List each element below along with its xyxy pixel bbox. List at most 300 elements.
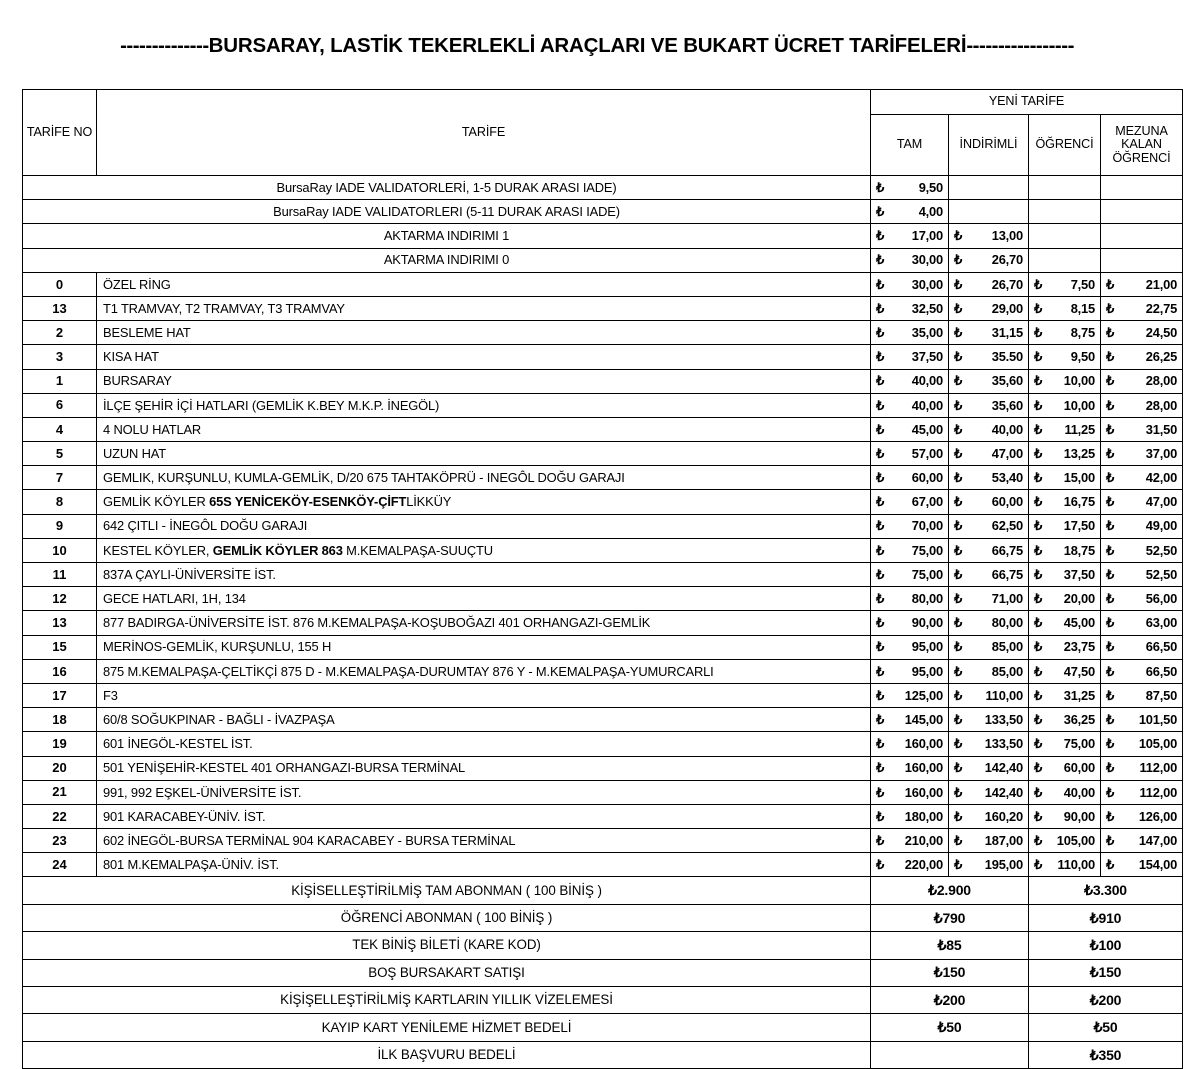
price-amount: 154,00 (1138, 857, 1178, 873)
currency-symbol: ₺ (876, 808, 885, 824)
currency-symbol: ₺ (876, 687, 885, 703)
header-mezuna-line3: ÖĞRENCİ (1112, 150, 1171, 165)
currency-symbol: ₺ (876, 373, 885, 389)
table-row (23, 466, 1183, 490)
tariff-label: İLÇE ŞEHİR İÇİ HATLARI (GEMLİK K.BEY M.K.P. İNEGÖL) (97, 393, 871, 417)
price-amount: 8,75 (1070, 324, 1095, 340)
currency-symbol: ₺ (1034, 615, 1043, 631)
product-label: TEK BİNİŞ BİLETİ (KARE KOD) (23, 932, 871, 959)
price-amount: 85,00 (991, 663, 1023, 679)
price-mezuna (1101, 853, 1183, 877)
price-indirimli (949, 683, 1029, 707)
currency-symbol: ₺ (876, 494, 885, 510)
price-ogrenci (1029, 345, 1101, 369)
currency-symbol: ₺ (954, 615, 963, 631)
price-mezuna (1101, 563, 1183, 587)
price-amount: 8,15 (1070, 300, 1095, 316)
price-amount: 142,40 (984, 784, 1023, 800)
table-row (23, 904, 1183, 931)
table-row (23, 442, 1183, 466)
currency-symbol: ₺ (1034, 687, 1043, 703)
price-ogrenci (1029, 853, 1101, 877)
price-amount: 47,50 (1063, 663, 1095, 679)
tariff-label: ÖZEL RİNG (97, 272, 871, 296)
table-body-main-rows (23, 272, 1183, 877)
price-new: ₺50 (1029, 1014, 1183, 1041)
currency-symbol: ₺ (954, 542, 963, 558)
table-row (23, 877, 1183, 904)
price-mezuna (1101, 321, 1183, 345)
table-row (23, 272, 1183, 296)
price-current (871, 1041, 1029, 1068)
currency-symbol: ₺ (1034, 760, 1043, 776)
price-mezuna (1101, 659, 1183, 683)
currency-symbol: ₺ (1034, 736, 1043, 752)
currency-symbol: ₺ (876, 518, 885, 534)
table-row (23, 683, 1183, 707)
currency-symbol: ₺ (954, 760, 963, 776)
currency-symbol: ₺ (954, 832, 963, 848)
price-amount: 15,00 (1063, 470, 1095, 486)
price-current: ₺790 (871, 904, 1029, 931)
price-indirimli (949, 248, 1029, 272)
price-mezuna (1101, 829, 1183, 853)
price-ogrenci (1029, 176, 1101, 200)
currency-symbol: ₺ (1106, 300, 1115, 316)
tariff-no: 8 (23, 490, 97, 514)
price-indirimli (949, 176, 1029, 200)
price-amount: 11,25 (1064, 421, 1095, 437)
price-tam (871, 393, 949, 417)
tariff-label: KISA HAT (97, 345, 871, 369)
table-row (23, 200, 1183, 224)
tariff-label (97, 538, 871, 562)
price-amount: 4,00 (918, 204, 943, 219)
currency-symbol: ₺ (1106, 639, 1115, 655)
currency-symbol: ₺ (1106, 470, 1115, 486)
currency-symbol: ₺ (876, 566, 885, 582)
price-indirimli (949, 611, 1029, 635)
price-amount: 187,00 (984, 832, 1023, 848)
currency-symbol: ₺ (954, 252, 963, 268)
price-tam (871, 514, 949, 538)
price-ogrenci (1029, 417, 1101, 441)
price-amount: 66,75 (991, 542, 1023, 558)
currency-symbol: ₺ (1106, 615, 1115, 631)
price-mezuna (1101, 708, 1183, 732)
price-amount: 220,00 (904, 857, 943, 873)
title-leading-dashes: -------------- (120, 33, 209, 57)
currency-symbol: ₺ (876, 542, 885, 558)
table-row (23, 932, 1183, 959)
price-current: ₺50 (871, 1014, 1029, 1041)
currency-symbol: ₺ (954, 397, 963, 413)
currency-symbol: ₺ (954, 276, 963, 292)
currency-symbol: ₺ (876, 421, 885, 437)
currency-symbol: ₺ (954, 808, 963, 824)
currency-symbol: ₺ (1106, 711, 1115, 727)
currency-symbol: ₺ (1034, 663, 1043, 679)
currency-symbol: ₺ (1034, 397, 1043, 413)
tariff-label-emphasis: GEMLİK KÖYLER 863 (212, 542, 347, 558)
price-amount: 42,00 (1145, 470, 1178, 486)
currency-symbol: ₺ (954, 324, 963, 340)
currency-symbol: ₺ (1106, 566, 1115, 582)
table-row (23, 853, 1183, 877)
currency-symbol: ₺ (1106, 542, 1115, 558)
tariff-no: 10 (23, 538, 97, 562)
price-mezuna (1101, 442, 1183, 466)
currency-symbol: ₺ (876, 179, 885, 195)
tariff-no: 1 (23, 369, 97, 393)
currency-symbol: ₺ (1034, 349, 1043, 365)
price-indirimli (949, 442, 1029, 466)
price-amount: 66,50 (1145, 639, 1178, 655)
currency-symbol: ₺ (1106, 445, 1115, 461)
price-tam (871, 804, 949, 828)
currency-symbol: ₺ (1106, 373, 1115, 389)
header-mezuna-line2: KALAN (1121, 137, 1162, 152)
price-amount: 36,25 (1063, 711, 1095, 727)
price-new: ₺910 (1029, 904, 1183, 931)
price-ogrenci (1029, 442, 1101, 466)
tariff-label: F3 (97, 683, 871, 707)
table-row (23, 587, 1183, 611)
price-mezuna (1101, 393, 1183, 417)
price-current: ₺200 (871, 987, 1029, 1014)
price-indirimli (949, 708, 1029, 732)
price-amount: 125,00 (904, 687, 943, 703)
product-label: BOŞ BURSAKART SATIŞI (23, 959, 871, 986)
price-new: ₺3.300 (1029, 877, 1183, 904)
tariff-table (22, 89, 1183, 1069)
price-indirimli (949, 538, 1029, 562)
price-mezuna (1101, 345, 1183, 369)
currency-symbol: ₺ (954, 711, 963, 727)
price-amount: 28,00 (1145, 397, 1178, 413)
tariff-no: 12 (23, 587, 97, 611)
price-ogrenci (1029, 587, 1101, 611)
price-indirimli (949, 272, 1029, 296)
currency-symbol: ₺ (1034, 857, 1043, 873)
price-current: ₺85 (871, 932, 1029, 959)
tariff-no: 22 (23, 804, 97, 828)
table-row (23, 514, 1183, 538)
price-indirimli (949, 345, 1029, 369)
price-amount: 101,50 (1138, 711, 1178, 727)
price-amount: 16,75 (1063, 494, 1095, 510)
tariff-no: 5 (23, 442, 97, 466)
price-amount: 67,00 (911, 494, 943, 510)
price-tam (871, 442, 949, 466)
header-yeni-tarife-group: YENİ TARİFE (871, 90, 1183, 115)
price-ogrenci (1029, 635, 1101, 659)
tariff-no: 19 (23, 732, 97, 756)
currency-symbol: ₺ (954, 663, 963, 679)
table-row (23, 321, 1183, 345)
tariff-no: 4 (23, 417, 97, 441)
price-tam (871, 296, 949, 320)
price-amount: 32,50 (911, 300, 943, 316)
price-amount: 37,00 (1145, 445, 1178, 461)
price-tam (871, 248, 949, 272)
price-amount: 160,00 (904, 736, 943, 752)
header-tarife: TARİFE (97, 90, 871, 176)
product-label: KİŞİSELLEŞTİRİLMİŞ TAM ABONMAN ( 100 BİNİŞ ) (23, 877, 871, 904)
tariff-label-part: M.KEMALPAŞA-SUUÇTU (346, 542, 493, 558)
currency-symbol: ₺ (1106, 857, 1115, 873)
tariff-no: 13 (23, 611, 97, 635)
currency-symbol: ₺ (1034, 300, 1043, 316)
currency-symbol: ₺ (1034, 566, 1043, 582)
table-row (23, 176, 1183, 200)
price-new: ₺350 (1029, 1041, 1183, 1068)
price-amount: 80,00 (991, 615, 1023, 631)
currency-symbol: ₺ (876, 397, 885, 413)
price-amount: 9,50 (1070, 349, 1095, 365)
tariff-no: 3 (23, 345, 97, 369)
price-amount: 160,00 (904, 784, 943, 800)
price-amount: 57,00 (911, 445, 943, 461)
currency-symbol: ₺ (876, 470, 885, 486)
tariff-label: UZUN HAT (97, 442, 871, 466)
price-indirimli (949, 732, 1029, 756)
price-amount: 63,00 (1145, 615, 1178, 631)
price-amount: 60,00 (991, 494, 1023, 510)
table-body-bottom-rows (23, 877, 1183, 1069)
tariff-label: BursaRay IADE VALIDATORLERI (5-11 DURAK ARASI IADE) (23, 200, 871, 224)
price-amount: 29,00 (991, 300, 1023, 316)
table-row (23, 987, 1183, 1014)
price-amount: 10,00 (1063, 397, 1095, 413)
price-mezuna (1101, 490, 1183, 514)
currency-symbol: ₺ (876, 300, 885, 316)
price-amount: 40,00 (1063, 784, 1095, 800)
price-tam (871, 732, 949, 756)
price-amount: 22,75 (1145, 300, 1178, 316)
price-tam (871, 780, 949, 804)
tariff-no: 0 (23, 272, 97, 296)
price-amount: 47,00 (1145, 494, 1178, 510)
tariff-label: 877 BADIRGA-ÜNİVERSİTE İST. 876 M.KEMALPAŞA-KOŞUBOĞAZI 401 ORHANGAZI-GEMLİK (97, 611, 871, 635)
price-amount: 95,00 (911, 639, 943, 655)
currency-symbol: ₺ (954, 857, 963, 873)
price-amount: 31,50 (1145, 421, 1178, 437)
currency-symbol: ₺ (954, 373, 963, 389)
price-tam (871, 563, 949, 587)
price-amount: 40,00 (911, 397, 943, 413)
price-indirimli (949, 804, 1029, 828)
price-amount: 142,40 (984, 760, 1023, 776)
price-amount: 20,00 (1063, 591, 1095, 606)
tariff-no: 23 (23, 829, 97, 853)
price-mezuna (1101, 780, 1183, 804)
price-ogrenci (1029, 321, 1101, 345)
currency-symbol: ₺ (954, 494, 963, 510)
tariff-no: 13 (23, 296, 97, 320)
tariff-label: 602 İNEGÖL-BURSA TERMİNAL 904 KARACABEY - BURSA TERMİNAL (97, 829, 871, 853)
currency-symbol: ₺ (1034, 784, 1043, 800)
price-amount: 24,50 (1145, 324, 1178, 340)
price-amount: 60,00 (1063, 760, 1095, 776)
price-ogrenci (1029, 683, 1101, 707)
price-amount: 85,00 (991, 639, 1023, 655)
price-current: ₺2.900 (871, 877, 1029, 904)
table-row (23, 611, 1183, 635)
price-ogrenci (1029, 296, 1101, 320)
currency-symbol: ₺ (876, 349, 885, 365)
currency-symbol: ₺ (954, 566, 963, 582)
price-mezuna (1101, 756, 1183, 780)
table-row (23, 345, 1183, 369)
price-ogrenci (1029, 611, 1101, 635)
currency-symbol: ₺ (1034, 518, 1043, 534)
price-ogrenci (1029, 248, 1101, 272)
currency-symbol: ₺ (876, 252, 885, 268)
price-ogrenci (1029, 829, 1101, 853)
currency-symbol: ₺ (954, 300, 963, 316)
price-amount: 56,00 (1145, 591, 1178, 606)
tariff-no: 7 (23, 466, 97, 490)
table-row (23, 804, 1183, 828)
header-tam: TAM (871, 115, 949, 176)
currency-symbol: ₺ (1106, 736, 1115, 752)
title-main-text: BURSARAY, LASTİK TEKERLEKLİ ARAÇLARI VE BUKART ÜCRET TARİFELERİ (208, 33, 967, 57)
tariff-label-emphasis: 65S YENİCEKÖY-ESENKÖY-ÇİFT (209, 494, 407, 510)
price-tam (871, 635, 949, 659)
currency-symbol: ₺ (876, 857, 885, 873)
price-amount: 110,00 (985, 687, 1023, 703)
product-label: KAYIP KART YENİLEME HİZMET BEDELİ (23, 1014, 871, 1041)
price-amount: 13,00 (991, 228, 1023, 244)
price-amount: 9,50 (918, 179, 943, 195)
price-indirimli (949, 296, 1029, 320)
price-indirimli (949, 417, 1029, 441)
price-mezuna (1101, 611, 1183, 635)
table-row (23, 1041, 1183, 1068)
price-amount: 21,00 (1145, 276, 1178, 292)
price-amount: 75,00 (1063, 736, 1095, 752)
price-amount: 52,50 (1145, 542, 1178, 558)
price-amount: 160,20 (984, 808, 1023, 824)
price-ogrenci (1029, 490, 1101, 514)
currency-symbol: ₺ (1106, 397, 1115, 413)
currency-symbol: ₺ (876, 445, 885, 461)
tariff-label-part: KESTEL KÖYLER, (103, 542, 213, 558)
tariff-no: 21 (23, 780, 97, 804)
price-ogrenci (1029, 369, 1101, 393)
price-ogrenci (1029, 514, 1101, 538)
price-ogrenci (1029, 466, 1101, 490)
currency-symbol: ₺ (876, 324, 885, 340)
price-tam (871, 321, 949, 345)
price-indirimli (949, 224, 1029, 248)
price-mezuna (1101, 296, 1183, 320)
price-tam (871, 224, 949, 248)
price-indirimli (949, 490, 1029, 514)
currency-symbol: ₺ (1106, 591, 1115, 606)
price-amount: 13,25 (1063, 445, 1095, 461)
currency-symbol: ₺ (876, 711, 885, 727)
price-amount: 30,00 (911, 276, 943, 292)
currency-symbol: ₺ (1034, 711, 1043, 727)
price-amount: 90,00 (1063, 808, 1095, 824)
price-amount: 17,50 (1063, 518, 1095, 534)
price-ogrenci (1029, 200, 1101, 224)
currency-symbol: ₺ (954, 445, 963, 461)
price-indirimli (949, 466, 1029, 490)
tariff-no: 6 (23, 393, 97, 417)
currency-symbol: ₺ (876, 228, 885, 244)
price-amount: 105,00 (1056, 832, 1095, 848)
currency-symbol: ₺ (954, 736, 963, 752)
price-mezuna (1101, 248, 1183, 272)
price-tam (871, 611, 949, 635)
tariff-no: 2 (23, 321, 97, 345)
price-tam (871, 417, 949, 441)
price-mezuna (1101, 514, 1183, 538)
price-amount: 23,75 (1063, 639, 1095, 655)
price-tam (871, 756, 949, 780)
price-amount: 210,00 (904, 832, 943, 848)
currency-symbol: ₺ (876, 760, 885, 776)
price-amount: 40,00 (991, 421, 1023, 437)
tariff-label: 801 M.KEMALPAŞA-ÜNİV. İST. (97, 853, 871, 877)
product-label: KİŞİŞELLEŞTİRİLMİŞ KARTLARIN YILLIK VİZELEMESİ (23, 987, 871, 1014)
price-tam (871, 659, 949, 683)
price-tam (871, 272, 949, 296)
price-amount: 10,00 (1063, 373, 1095, 389)
currency-symbol: ₺ (876, 784, 885, 800)
tariff-no: 11 (23, 563, 97, 587)
product-label: İLK BAŞVURU BEDELİ (23, 1041, 871, 1068)
tariff-no: 9 (23, 514, 97, 538)
price-indirimli (949, 659, 1029, 683)
price-amount: 52,50 (1145, 566, 1178, 582)
price-amount: 112,00 (1139, 784, 1178, 800)
price-tam (871, 466, 949, 490)
tariff-label: 901 KARACABEY-ÜNİV. İST. (97, 804, 871, 828)
price-tam (871, 829, 949, 853)
tariff-label: GEMLIK, KURŞUNLU, KUMLA-GEMLİK, D/20 675 TAHTAKÖPRÜ - INEGÔL DOĞU GARAJI (97, 466, 871, 490)
price-amount: 62,50 (991, 518, 1023, 534)
price-tam (871, 853, 949, 877)
currency-symbol: ₺ (876, 639, 885, 655)
price-amount: 35.50 (991, 349, 1023, 365)
price-tam (871, 345, 949, 369)
price-amount: 110,00 (1057, 857, 1095, 873)
price-amount: 17,00 (911, 228, 943, 244)
price-amount: 71,00 (991, 591, 1023, 606)
currency-symbol: ₺ (1034, 373, 1043, 389)
currency-symbol: ₺ (876, 204, 885, 219)
price-ogrenci (1029, 756, 1101, 780)
price-tam (871, 587, 949, 611)
price-indirimli (949, 369, 1029, 393)
price-ogrenci (1029, 732, 1101, 756)
price-amount: 90,00 (911, 615, 943, 631)
table-row (23, 959, 1183, 986)
table-row (23, 829, 1183, 853)
price-new: ₺200 (1029, 987, 1183, 1014)
price-amount: 145,00 (904, 711, 943, 727)
price-ogrenci (1029, 708, 1101, 732)
table-row (23, 708, 1183, 732)
tariff-no: 18 (23, 708, 97, 732)
currency-symbol: ₺ (1034, 324, 1043, 340)
price-amount: 30,00 (911, 252, 943, 268)
header-mezuna-line1: MEZUNA (1115, 124, 1168, 139)
